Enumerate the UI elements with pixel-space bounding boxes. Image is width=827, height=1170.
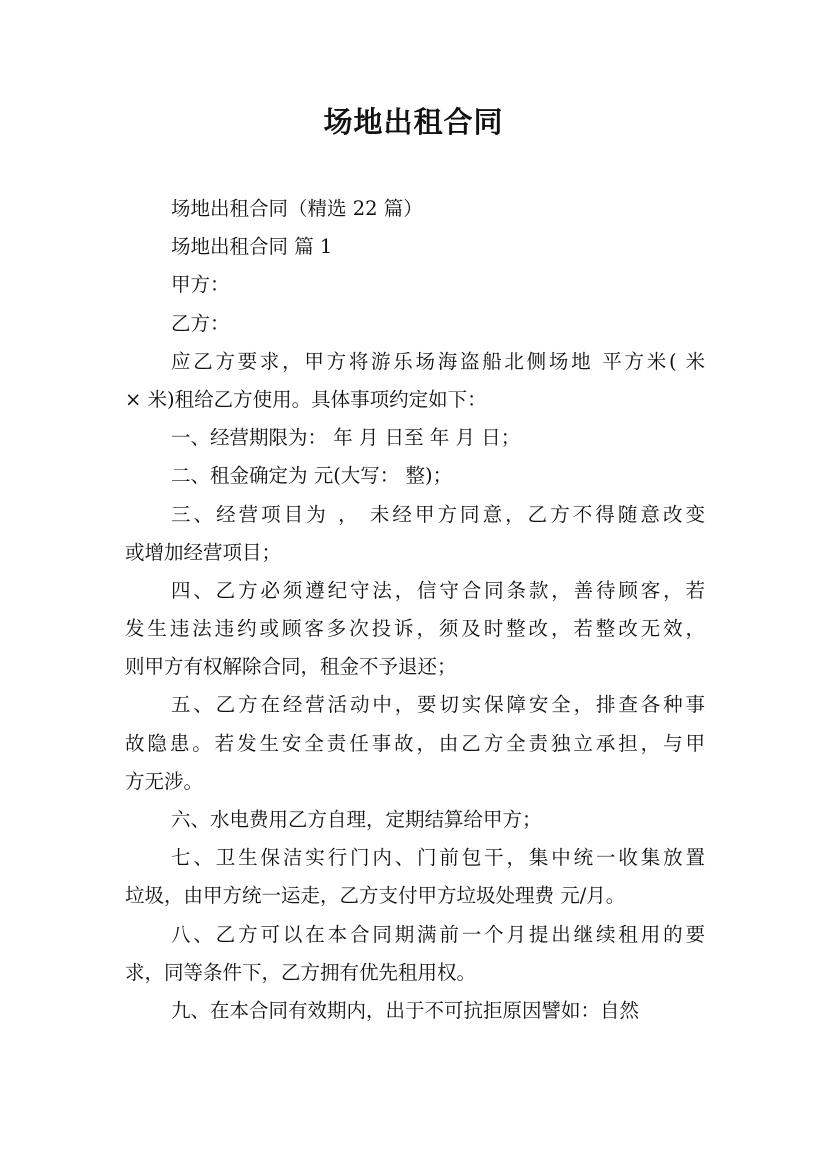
text-line: 九、在本合同有效期内，出于不可抗拒原因譬如：自然 <box>171 998 640 1022</box>
text-line: 三、经营项目为 ， 未经甲方同意，乙方不得随意改变 <box>171 502 705 526</box>
text-line: 一、经营期限为： 年 月 日至 年 月 日； <box>171 426 521 450</box>
text-line: 七、卫生保洁实行门内、门前包干，集中统一收集放置 <box>171 846 705 870</box>
document-title: 场地出租合同 <box>323 105 504 139</box>
text-line: 或增加经营项目； <box>125 540 282 564</box>
text-line: 乙方： <box>171 311 230 335</box>
text-line: 发生违法违约或顾客多次投诉，须及时整改，若整改无效， <box>125 617 705 641</box>
text-line: 四、乙方必须遵纪守法，信守合同条款，善待顾客，若 <box>171 578 705 602</box>
text-line: × 米)租给乙方使用。具体事项约定如下： <box>125 387 487 411</box>
text-line: 甲方： <box>171 273 230 297</box>
text-line: 则甲方有权解除合同，租金不予退还； <box>125 655 457 679</box>
text-line: 方无涉。 <box>125 769 204 793</box>
text-line: 故隐患。若发生安全责任事故，由乙方全责独立承担，与甲 <box>125 731 705 755</box>
text-line: 应乙方要求，甲方将游乐场海盗船北侧场地 平方米( 米 <box>171 349 705 373</box>
text-line: 五、乙方在经营活动中，要切实保障安全，排查各种事 <box>171 693 705 717</box>
text-line: 场地出租合同 篇 1 <box>171 235 333 259</box>
document-body <box>125 190 705 1030</box>
text-line: 垃圾，由甲方统一运走，乙方支付甲方垃圾处理费 元/月。 <box>125 884 626 908</box>
text-line: 六、水电费用乙方自理，定期结算给甲方； <box>171 808 542 831</box>
text-line: 八、乙方可以在本合同期满前一个月提出继续租用的要 <box>171 922 705 946</box>
text-line: 求，同等条件下，乙方拥有优先租用权。 <box>125 960 477 984</box>
text-line: 场地出租合同（精选 22 篇） <box>171 197 423 220</box>
text-line: 二、租金确定为 元(大写： 整)； <box>171 464 453 488</box>
